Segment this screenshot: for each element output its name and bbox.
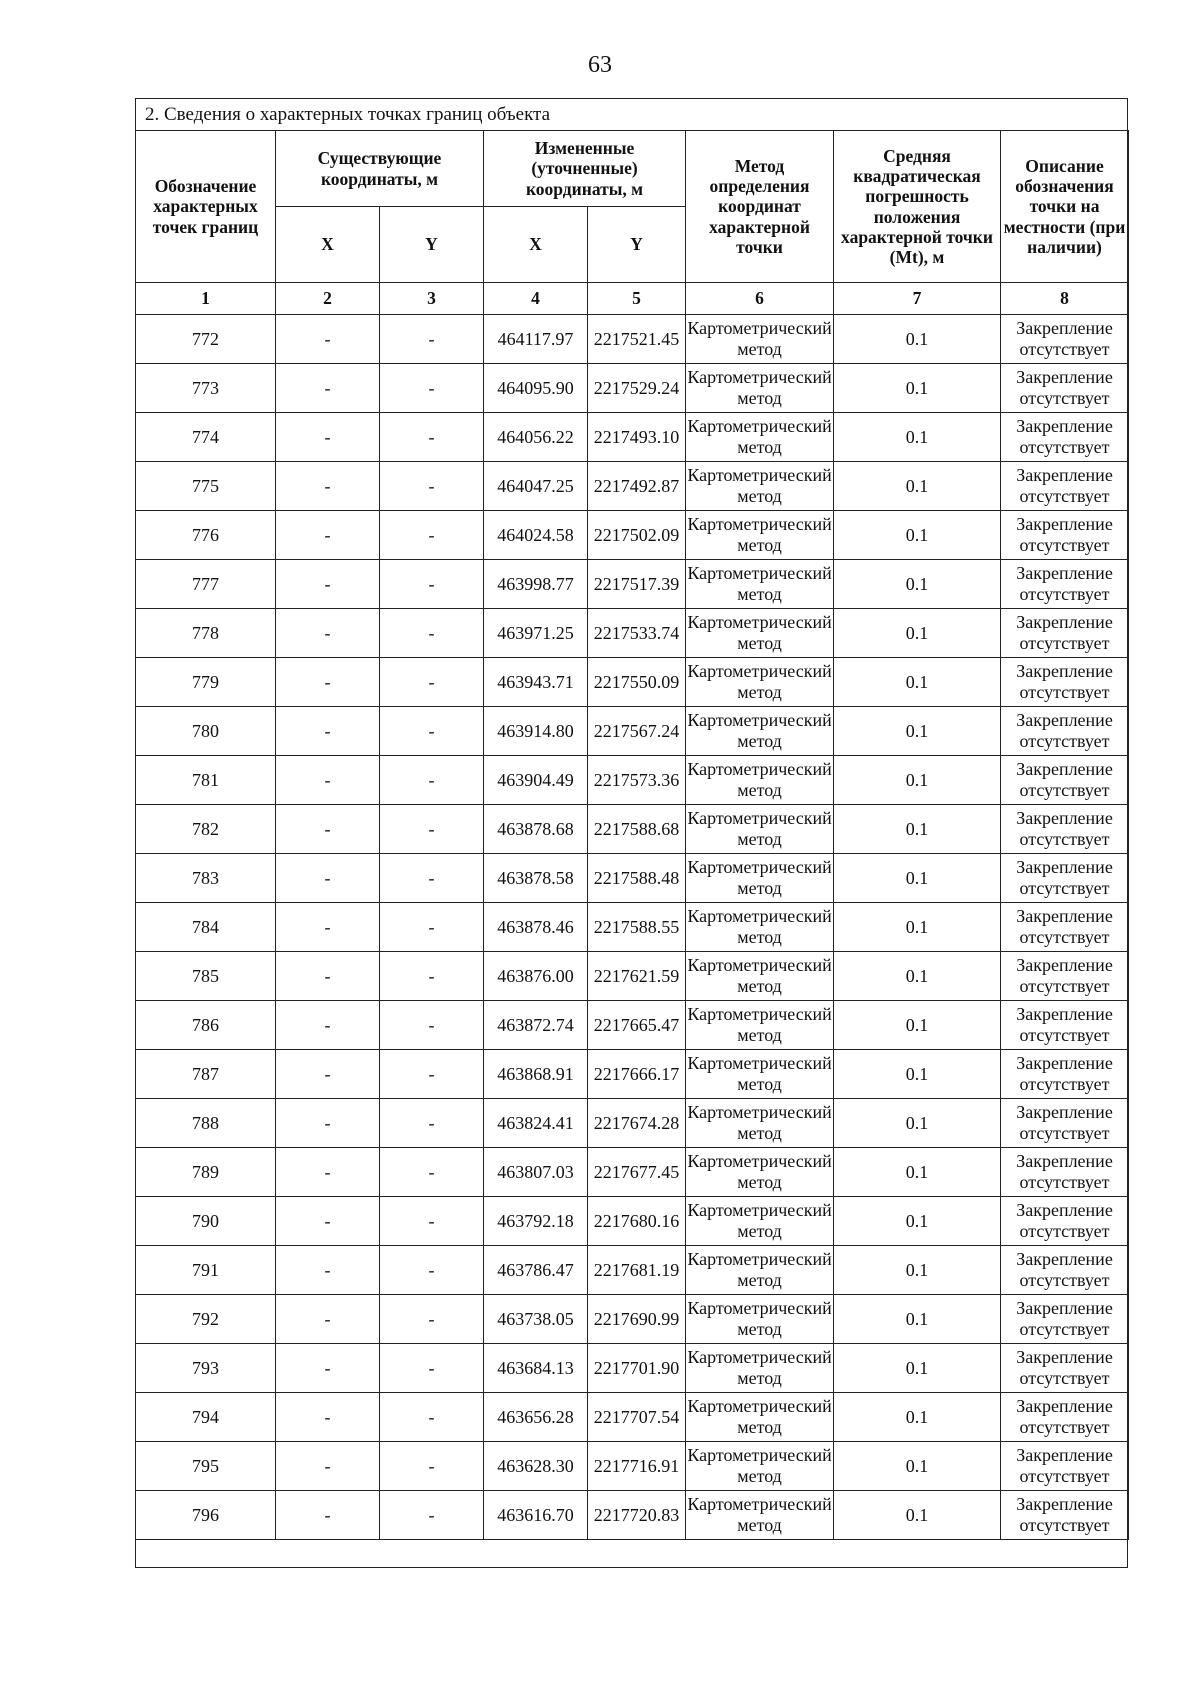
point-cell: 782: [136, 805, 276, 854]
column-number: 4: [484, 283, 588, 315]
method-cell: Картометрический метод: [686, 462, 834, 511]
changed-x-cell: 463616.70: [484, 1491, 588, 1540]
header-changed-coords: Измененные (уточненные) координаты, м: [484, 131, 686, 207]
point-cell: 792: [136, 1295, 276, 1344]
error-cell: 0.1: [834, 1442, 1001, 1491]
method-cell: Картометрический метод: [686, 511, 834, 560]
error-cell: 0.1: [834, 1050, 1001, 1099]
method-cell: Картометрический метод: [686, 1344, 834, 1393]
method-cell: Картометрический метод: [686, 560, 834, 609]
header-existing-x: X: [276, 207, 380, 283]
method-cell: Картометрический метод: [686, 707, 834, 756]
changed-x-cell: 463971.25: [484, 609, 588, 658]
method-cell: Картометрический метод: [686, 854, 834, 903]
changed-y-cell: 2217521.45: [588, 315, 686, 364]
header-changed-x: X: [484, 207, 588, 283]
point-cell: 796: [136, 1491, 276, 1540]
point-cell: 775: [136, 462, 276, 511]
column-number: 3: [380, 283, 484, 315]
table-row: [136, 805, 1129, 854]
existing-y-cell: -: [380, 1050, 484, 1099]
point-cell: 776: [136, 511, 276, 560]
existing-x-cell: -: [276, 1050, 380, 1099]
changed-x-cell: 463876.00: [484, 952, 588, 1001]
existing-x-cell: -: [276, 805, 380, 854]
method-cell: Картометрический метод: [686, 805, 834, 854]
method-cell: Картометрический метод: [686, 903, 834, 952]
existing-y-cell: -: [380, 805, 484, 854]
error-cell: 0.1: [834, 1197, 1001, 1246]
existing-x-cell: -: [276, 756, 380, 805]
existing-y-cell: -: [380, 560, 484, 609]
description-cell: Закрепление отсутствует: [1001, 609, 1129, 658]
point-cell: 774: [136, 413, 276, 462]
existing-x-cell: -: [276, 1295, 380, 1344]
table-row: [136, 462, 1129, 511]
changed-y-cell: 2217493.10: [588, 413, 686, 462]
existing-x-cell: -: [276, 511, 380, 560]
existing-x-cell: -: [276, 903, 380, 952]
point-cell: 773: [136, 364, 276, 413]
method-cell: Картометрический метод: [686, 1099, 834, 1148]
changed-y-cell: 2217716.91: [588, 1442, 686, 1491]
table-row: [136, 1246, 1129, 1295]
existing-x-cell: -: [276, 707, 380, 756]
header-changed-y: Y: [588, 207, 686, 283]
existing-y-cell: -: [380, 1001, 484, 1050]
method-cell: Картометрический метод: [686, 1148, 834, 1197]
table-row: [136, 1491, 1129, 1540]
table-row: [136, 952, 1129, 1001]
existing-y-cell: -: [380, 1246, 484, 1295]
method-cell: Картометрический метод: [686, 609, 834, 658]
existing-y-cell: -: [380, 1148, 484, 1197]
error-cell: 0.1: [834, 609, 1001, 658]
table-row: [136, 413, 1129, 462]
existing-x-cell: -: [276, 1393, 380, 1442]
description-cell: Закрепление отсутствует: [1001, 364, 1129, 413]
description-cell: Закрепление отсутствует: [1001, 658, 1129, 707]
point-cell: 783: [136, 854, 276, 903]
changed-y-cell: 2217674.28: [588, 1099, 686, 1148]
changed-y-cell: 2217573.36: [588, 756, 686, 805]
description-cell: Закрепление отсутствует: [1001, 1491, 1129, 1540]
changed-y-cell: 2217690.99: [588, 1295, 686, 1344]
table-row: [136, 707, 1129, 756]
point-cell: 780: [136, 707, 276, 756]
existing-x-cell: -: [276, 1148, 380, 1197]
point-cell: 778: [136, 609, 276, 658]
changed-x-cell: 463824.41: [484, 1099, 588, 1148]
table-row: [136, 609, 1129, 658]
header-method: Метод определения координат характерной точки: [686, 131, 834, 283]
description-cell: Закрепление отсутствует: [1001, 952, 1129, 1001]
method-cell: Картометрический метод: [686, 1246, 834, 1295]
changed-y-cell: 2217680.16: [588, 1197, 686, 1246]
existing-y-cell: -: [380, 1442, 484, 1491]
changed-y-cell: 2217588.55: [588, 903, 686, 952]
changed-x-cell: 463786.47: [484, 1246, 588, 1295]
page-number: 63: [588, 52, 612, 78]
point-cell: 786: [136, 1001, 276, 1050]
existing-y-cell: -: [380, 609, 484, 658]
error-cell: 0.1: [834, 413, 1001, 462]
error-cell: 0.1: [834, 1099, 1001, 1148]
table-row: [136, 364, 1129, 413]
error-cell: 0.1: [834, 1246, 1001, 1295]
existing-y-cell: -: [380, 707, 484, 756]
existing-x-cell: -: [276, 658, 380, 707]
changed-y-cell: 2217492.87: [588, 462, 686, 511]
column-number: 1: [136, 283, 276, 315]
point-cell: 772: [136, 315, 276, 364]
changed-y-cell: 2217550.09: [588, 658, 686, 707]
description-cell: Закрепление отсутствует: [1001, 707, 1129, 756]
method-cell: Картометрический метод: [686, 1491, 834, 1540]
existing-x-cell: -: [276, 1246, 380, 1295]
description-cell: Закрепление отсутствует: [1001, 1099, 1129, 1148]
table-row: [136, 1442, 1129, 1491]
error-cell: 0.1: [834, 854, 1001, 903]
changed-x-cell: 464047.25: [484, 462, 588, 511]
existing-y-cell: -: [380, 658, 484, 707]
description-cell: Закрепление отсутствует: [1001, 1442, 1129, 1491]
error-cell: 0.1: [834, 805, 1001, 854]
existing-y-cell: -: [380, 952, 484, 1001]
existing-x-cell: -: [276, 364, 380, 413]
table-row: [136, 903, 1129, 952]
changed-x-cell: 463807.03: [484, 1148, 588, 1197]
changed-y-cell: 2217502.09: [588, 511, 686, 560]
existing-y-cell: -: [380, 511, 484, 560]
header-existing-coords: Существующие координаты, м: [276, 131, 484, 207]
point-cell: 789: [136, 1148, 276, 1197]
changed-y-cell: 2217665.47: [588, 1001, 686, 1050]
changed-x-cell: 463878.68: [484, 805, 588, 854]
existing-y-cell: -: [380, 854, 484, 903]
existing-x-cell: -: [276, 1491, 380, 1540]
changed-y-cell: 2217588.48: [588, 854, 686, 903]
existing-y-cell: -: [380, 1295, 484, 1344]
changed-y-cell: 2217666.17: [588, 1050, 686, 1099]
description-cell: Закрепление отсутствует: [1001, 413, 1129, 462]
changed-y-cell: 2217529.24: [588, 364, 686, 413]
error-cell: 0.1: [834, 658, 1001, 707]
existing-y-cell: -: [380, 413, 484, 462]
changed-y-cell: 2217621.59: [588, 952, 686, 1001]
point-cell: 791: [136, 1246, 276, 1295]
changed-y-cell: 2217533.74: [588, 609, 686, 658]
existing-x-cell: -: [276, 560, 380, 609]
description-cell: Закрепление отсутствует: [1001, 1393, 1129, 1442]
existing-x-cell: -: [276, 315, 380, 364]
point-cell: 788: [136, 1099, 276, 1148]
error-cell: 0.1: [834, 1344, 1001, 1393]
changed-x-cell: 463656.28: [484, 1393, 588, 1442]
column-number-row: [136, 283, 1129, 315]
table-row: [136, 315, 1129, 364]
table-row: [136, 1148, 1129, 1197]
point-cell: 779: [136, 658, 276, 707]
method-cell: Картометрический метод: [686, 658, 834, 707]
method-cell: Картометрический метод: [686, 315, 834, 364]
existing-x-cell: -: [276, 413, 380, 462]
existing-x-cell: -: [276, 952, 380, 1001]
point-cell: 795: [136, 1442, 276, 1491]
existing-y-cell: -: [380, 1197, 484, 1246]
changed-x-cell: 464024.58: [484, 511, 588, 560]
changed-x-cell: 463628.30: [484, 1442, 588, 1491]
description-cell: Закрепление отсутствует: [1001, 315, 1129, 364]
error-cell: 0.1: [834, 462, 1001, 511]
changed-y-cell: 2217567.24: [588, 707, 686, 756]
section-title: 2. Сведения о характерных точках границ объекта: [145, 104, 551, 125]
changed-x-cell: 463943.71: [484, 658, 588, 707]
changed-x-cell: 464056.22: [484, 413, 588, 462]
table-row: [136, 1393, 1129, 1442]
description-cell: Закрепление отсутствует: [1001, 805, 1129, 854]
existing-x-cell: -: [276, 854, 380, 903]
column-number: 2: [276, 283, 380, 315]
table-body: [136, 315, 1129, 1540]
description-cell: Закрепление отсутствует: [1001, 462, 1129, 511]
method-cell: Картометрический метод: [686, 1393, 834, 1442]
existing-x-cell: -: [276, 462, 380, 511]
column-number: 5: [588, 283, 686, 315]
existing-x-cell: -: [276, 1099, 380, 1148]
header-designation: Обозначение характерных точек границ: [136, 131, 276, 283]
changed-x-cell: 463914.80: [484, 707, 588, 756]
error-cell: 0.1: [834, 707, 1001, 756]
error-cell: 0.1: [834, 1295, 1001, 1344]
table-row: [136, 1295, 1129, 1344]
error-cell: 0.1: [834, 1148, 1001, 1197]
method-cell: Картометрический метод: [686, 1050, 834, 1099]
column-number: 7: [834, 283, 1001, 315]
description-cell: Закрепление отсутствует: [1001, 903, 1129, 952]
table-row: [136, 658, 1129, 707]
method-cell: Картометрический метод: [686, 756, 834, 805]
error-cell: 0.1: [834, 315, 1001, 364]
description-cell: Закрепление отсутствует: [1001, 1197, 1129, 1246]
table-row: [136, 854, 1129, 903]
description-cell: Закрепление отсутствует: [1001, 1344, 1129, 1393]
boundary-points-table: [135, 130, 1129, 1540]
changed-y-cell: 2217517.39: [588, 560, 686, 609]
changed-x-cell: 463904.49: [484, 756, 588, 805]
changed-y-cell: 2217701.90: [588, 1344, 686, 1393]
method-cell: Картометрический метод: [686, 952, 834, 1001]
changed-y-cell: 2217681.19: [588, 1246, 686, 1295]
existing-x-cell: -: [276, 1001, 380, 1050]
existing-y-cell: -: [380, 756, 484, 805]
error-cell: 0.1: [834, 1001, 1001, 1050]
existing-x-cell: -: [276, 609, 380, 658]
changed-x-cell: 464095.90: [484, 364, 588, 413]
existing-x-cell: -: [276, 1442, 380, 1491]
error-cell: 0.1: [834, 1393, 1001, 1442]
existing-x-cell: -: [276, 1197, 380, 1246]
existing-y-cell: -: [380, 462, 484, 511]
changed-x-cell: 463792.18: [484, 1197, 588, 1246]
existing-y-cell: -: [380, 364, 484, 413]
description-cell: Закрепление отсутствует: [1001, 511, 1129, 560]
point-cell: 790: [136, 1197, 276, 1246]
changed-y-cell: 2217707.54: [588, 1393, 686, 1442]
existing-y-cell: -: [380, 1491, 484, 1540]
error-cell: 0.1: [834, 511, 1001, 560]
table-row: [136, 1344, 1129, 1393]
description-cell: Закрепление отсутствует: [1001, 560, 1129, 609]
header-description: Описание обозначения точки на местности (при наличии): [1001, 131, 1129, 283]
error-cell: 0.1: [834, 952, 1001, 1001]
method-cell: Картометрический метод: [686, 364, 834, 413]
error-cell: 0.1: [834, 756, 1001, 805]
changed-x-cell: 463872.74: [484, 1001, 588, 1050]
table-row: [136, 1197, 1129, 1246]
method-cell: Картометрический метод: [686, 1295, 834, 1344]
error-cell: 0.1: [834, 364, 1001, 413]
error-cell: 0.1: [834, 560, 1001, 609]
changed-x-cell: 464117.97: [484, 315, 588, 364]
header-existing-y: Y: [380, 207, 484, 283]
point-cell: 781: [136, 756, 276, 805]
changed-x-cell: 463878.58: [484, 854, 588, 903]
method-cell: Картометрический метод: [686, 413, 834, 462]
table-row: [136, 756, 1129, 805]
description-cell: Закрепление отсутствует: [1001, 1148, 1129, 1197]
existing-y-cell: -: [380, 1099, 484, 1148]
table-row: [136, 560, 1129, 609]
header-error: Средняя квадратическая погрешность положения характерной точки (Mt), м: [834, 131, 1001, 283]
existing-y-cell: -: [380, 1393, 484, 1442]
point-cell: 784: [136, 903, 276, 952]
changed-x-cell: 463738.05: [484, 1295, 588, 1344]
error-cell: 0.1: [834, 903, 1001, 952]
table-row: [136, 1099, 1129, 1148]
error-cell: 0.1: [834, 1491, 1001, 1540]
method-cell: Картометрический метод: [686, 1001, 834, 1050]
changed-y-cell: 2217588.68: [588, 805, 686, 854]
description-cell: Закрепление отсутствует: [1001, 1246, 1129, 1295]
column-number: 8: [1001, 283, 1129, 315]
existing-y-cell: -: [380, 315, 484, 364]
column-number: 6: [686, 283, 834, 315]
method-cell: Картометрический метод: [686, 1197, 834, 1246]
description-cell: Закрепление отсутствует: [1001, 854, 1129, 903]
method-cell: Картометрический метод: [686, 1442, 834, 1491]
changed-x-cell: 463998.77: [484, 560, 588, 609]
point-cell: 793: [136, 1344, 276, 1393]
point-cell: 777: [136, 560, 276, 609]
point-cell: 787: [136, 1050, 276, 1099]
description-cell: Закрепление отсутствует: [1001, 1295, 1129, 1344]
table-row: [136, 1050, 1129, 1099]
changed-x-cell: 463868.91: [484, 1050, 588, 1099]
description-cell: Закрепление отсутствует: [1001, 756, 1129, 805]
existing-y-cell: -: [380, 1344, 484, 1393]
description-cell: Закрепление отсутствует: [1001, 1001, 1129, 1050]
existing-y-cell: -: [380, 903, 484, 952]
table-row: [136, 511, 1129, 560]
point-cell: 794: [136, 1393, 276, 1442]
changed-y-cell: 2217677.45: [588, 1148, 686, 1197]
changed-x-cell: 463684.13: [484, 1344, 588, 1393]
changed-x-cell: 463878.46: [484, 903, 588, 952]
existing-x-cell: -: [276, 1344, 380, 1393]
changed-y-cell: 2217720.83: [588, 1491, 686, 1540]
table-row: [136, 1001, 1129, 1050]
description-cell: Закрепление отсутствует: [1001, 1050, 1129, 1099]
point-cell: 785: [136, 952, 276, 1001]
